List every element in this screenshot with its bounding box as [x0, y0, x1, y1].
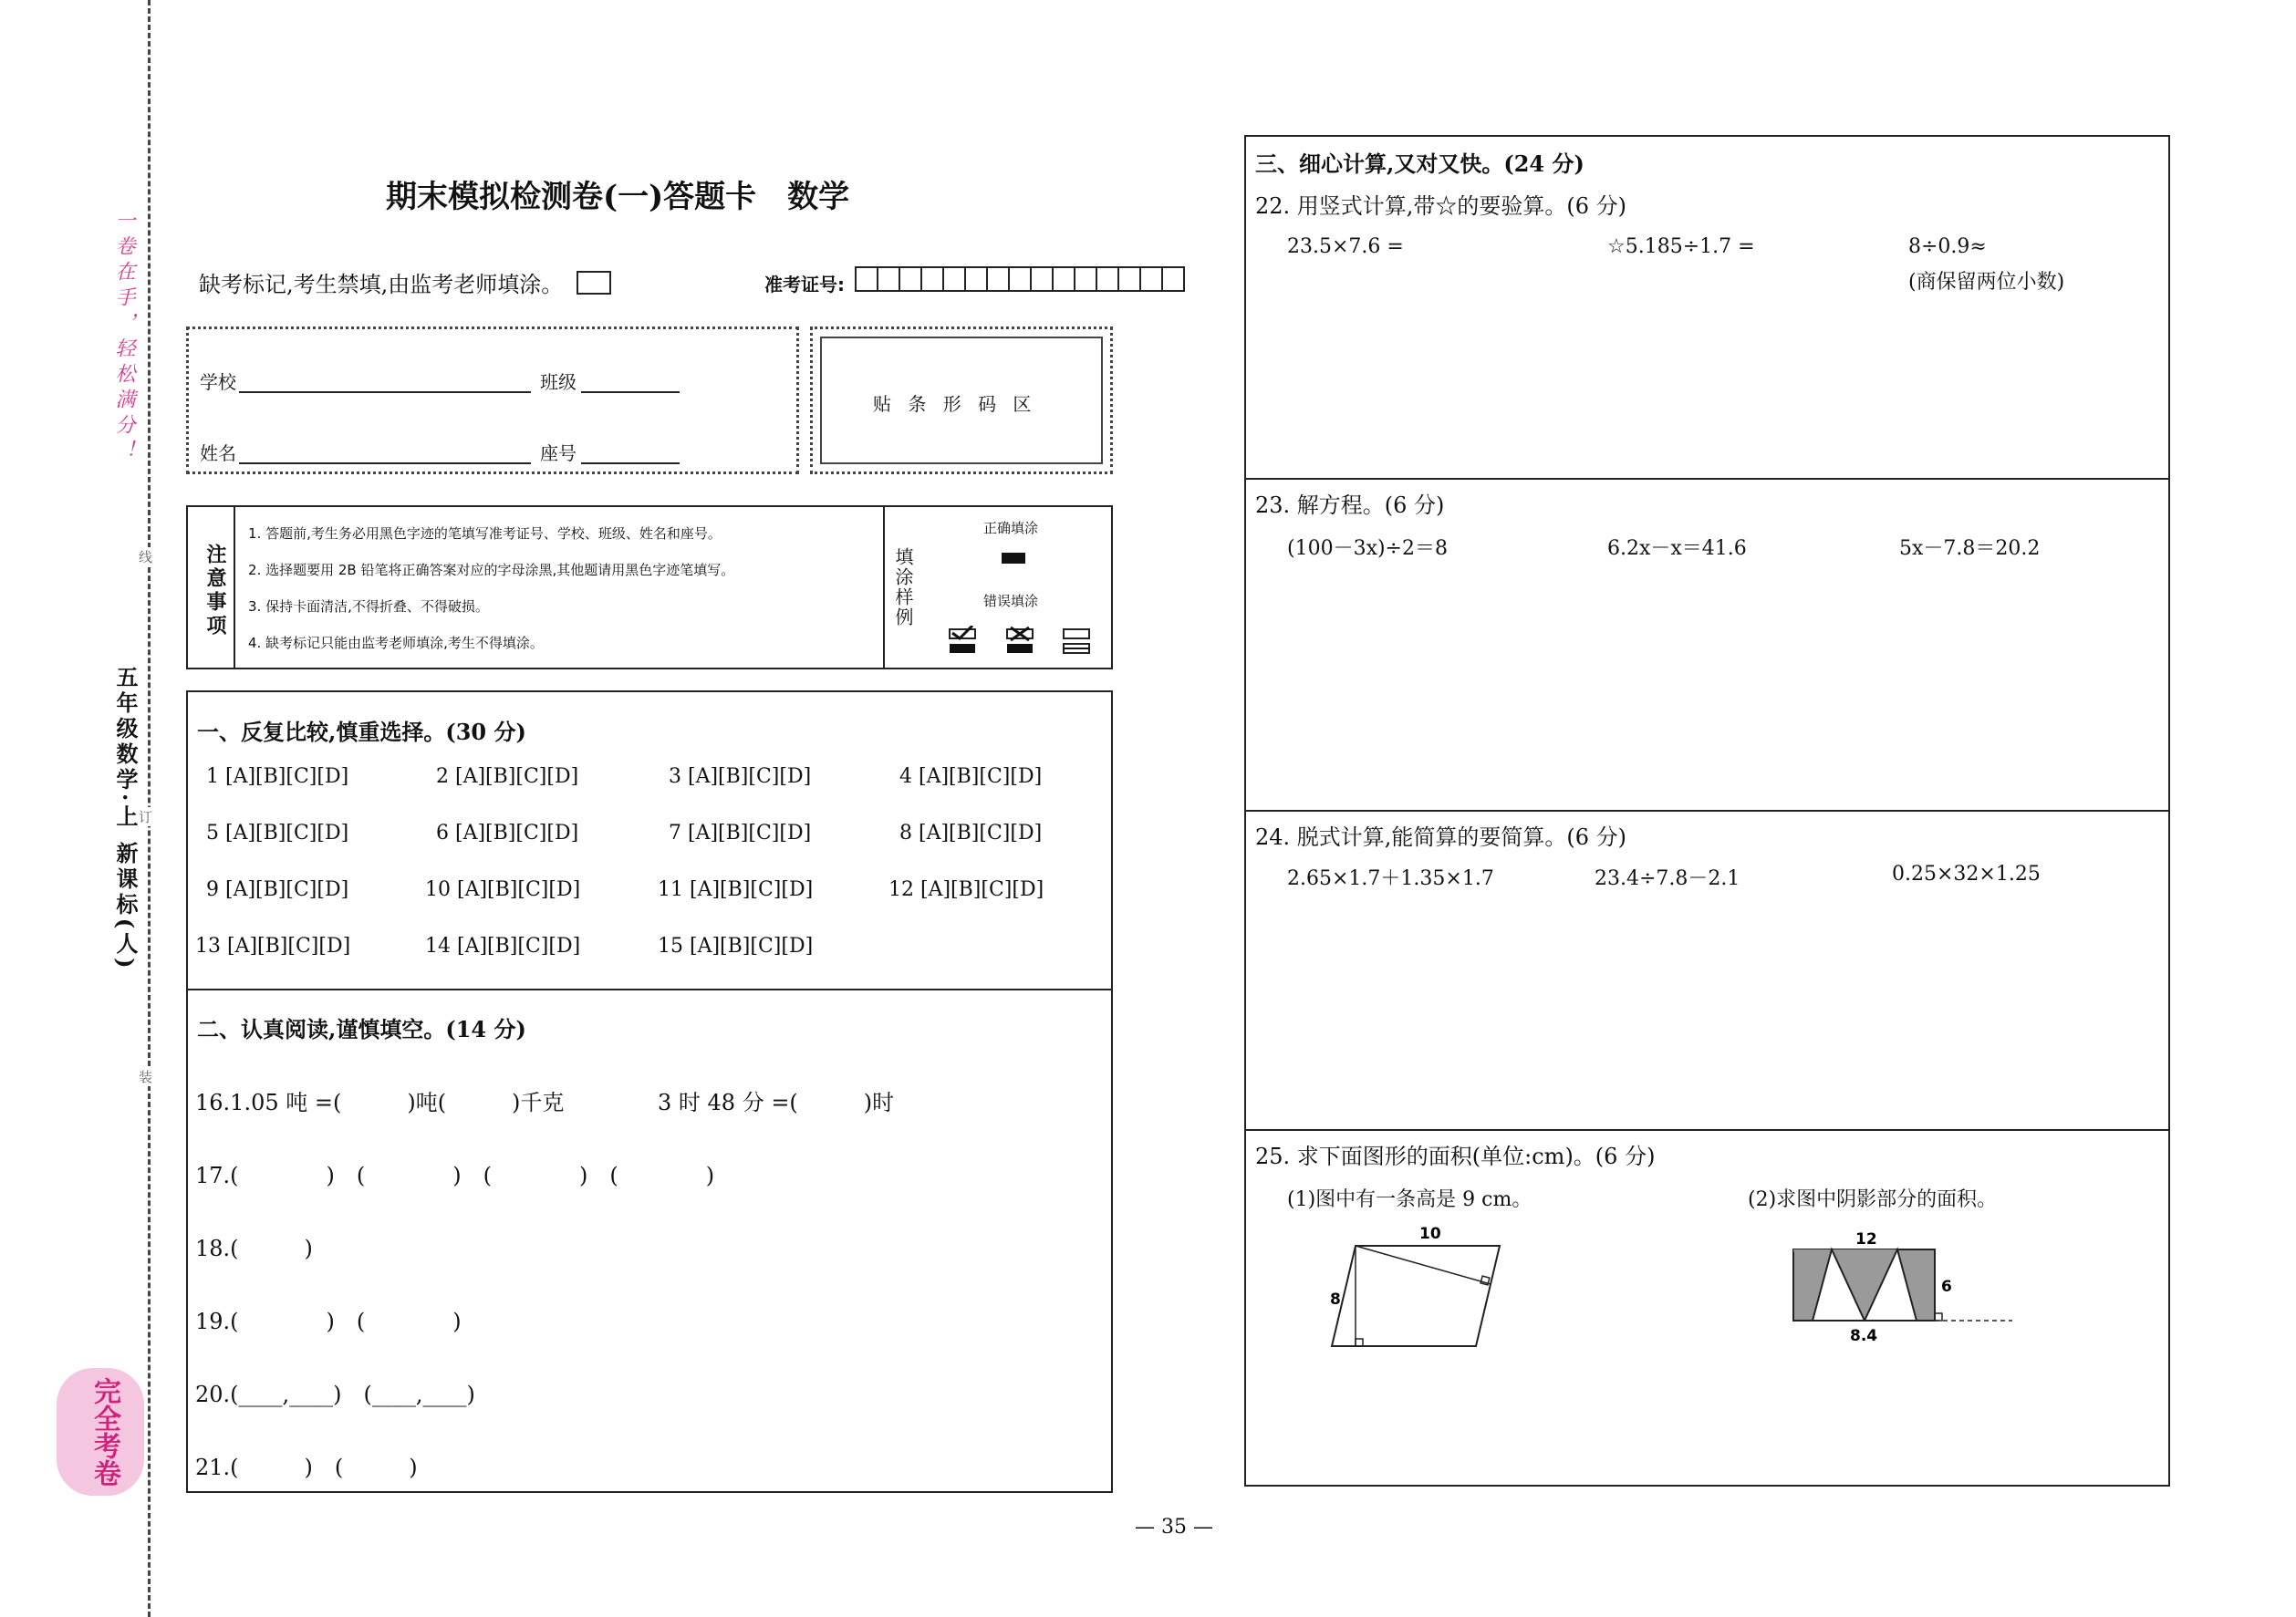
choice-13[interactable]: 13 [A][B][C][D]: [195, 935, 351, 958]
choice-grid: [188, 765, 1115, 1002]
choice-14[interactable]: 14 [A][B][C][D]: [425, 935, 581, 958]
name-label: 姓名: [200, 442, 236, 464]
shaded-triangles-figure: [1784, 1222, 2021, 1359]
class-label: 班级: [540, 371, 577, 393]
q16-part-a[interactable]: 16.1.05 吨 =( )吨( )千克: [195, 1090, 565, 1115]
absent-mark-box[interactable]: [577, 271, 611, 295]
q23-b: 6.2x－x＝41.6: [1607, 537, 1747, 560]
section1-heading: 一、反复比较,慎重选择。(30 分): [197, 719, 526, 745]
q22-b: ☆5.185÷1.7 =: [1607, 235, 1755, 258]
q25-part1: (1)图中有一条高是 9 cm。: [1287, 1188, 1532, 1211]
q25-part2: (2)求图中阴影部分的面积。: [1748, 1188, 1998, 1211]
name-field[interactable]: [239, 462, 531, 464]
choice-5[interactable]: 5 [A][B][C][D]: [206, 822, 349, 845]
q25-title: 25. 求下面图形的面积(单位:cm)。(6 分): [1255, 1144, 1656, 1169]
notes-box: [186, 505, 1113, 669]
book-title: 五年级数学·上 新课标(人): [112, 666, 139, 972]
note-4: 4. 缺考标记只能由监考老师填涂,考生不得填涂。: [248, 635, 544, 651]
choice-8[interactable]: 8 [A][B][C][D]: [899, 822, 1043, 845]
bind-mark-pack: 装: [139, 1069, 153, 1085]
note-1: 1. 答题前,考生务必用黑色字迹的笔填写准考证号、学校、班级、姓名和座号。: [248, 525, 722, 542]
school-field[interactable]: [239, 391, 531, 393]
choice-1[interactable]: 1 [A][B][C][D]: [206, 765, 349, 788]
choice-11[interactable]: 11 [A][B][C][D]: [658, 878, 814, 901]
fig1-top-label: 10: [1419, 1225, 1441, 1243]
q24-title: 24. 脱式计算,能简算的要简算。(6 分): [1255, 824, 1627, 850]
q24-a: 2.65×1.7＋1.35×1.7: [1287, 867, 1494, 890]
q17-answers[interactable]: 17.( ) ( ) ( ) ( ): [195, 1163, 715, 1188]
fig2-height-label: 6: [1941, 1278, 1952, 1296]
choice-15[interactable]: 15 [A][B][C][D]: [658, 935, 814, 958]
note-3: 3. 保持卡面清洁,不得折叠、不得破损。: [248, 598, 489, 615]
q23-c: 5x－7.8＝20.2: [1899, 537, 2041, 560]
brand-logo: [57, 1368, 144, 1496]
correct-fill-sample: [1002, 553, 1025, 564]
choice-4[interactable]: 4 [A][B][C][D]: [899, 765, 1043, 788]
q23-title: 23. 解方程。(6 分): [1255, 492, 1445, 518]
q20-answers[interactable]: 20.(____,____) (____,____): [195, 1382, 475, 1407]
choice-10[interactable]: 10 [A][B][C][D]: [425, 878, 581, 901]
q24-work-area[interactable]: [1246, 903, 2168, 1122]
right-answer-box: [1244, 135, 2170, 1487]
exam-no-label: 准考证号:: [764, 274, 845, 295]
q24-c: 0.25×32×1.25: [1892, 863, 2041, 886]
barcode-area: [810, 327, 1113, 474]
slogan: 一卷在手，轻松满分！: [112, 210, 135, 465]
wrong-fill-samples: [945, 626, 1100, 657]
exam-no-cells[interactable]: [855, 266, 1183, 292]
student-info-box: [186, 327, 799, 474]
q19-answers[interactable]: 19.( ) ( ): [195, 1309, 462, 1334]
brand-logo-text: 完全考卷: [88, 1377, 120, 1487]
left-answer-box: [186, 690, 1113, 1493]
q23-work-area[interactable]: [1246, 575, 2168, 803]
section2-heading: 二、认真阅读,谨慎填空。(14 分): [197, 1016, 526, 1042]
bind-mark-line: 线: [139, 549, 153, 565]
fig2-bottom-label: 8.4: [1850, 1327, 1878, 1345]
correct-fill-label: 正确填涂: [983, 520, 1039, 536]
q22-title: 22. 用竖式计算,带☆的要验算。(6 分): [1255, 193, 1627, 219]
note-2: 2. 选择题要用 2B 铅笔将正确答案对应的字母涂黑,其他题请用黑色字迹笔填写。: [248, 562, 735, 578]
section-divider: [188, 989, 1111, 990]
fig2-top-label: 12: [1855, 1230, 1877, 1249]
q22-work-area[interactable]: [1246, 301, 2168, 474]
section3-heading: 三、细心计算,又对又快。(24 分): [1255, 150, 1584, 177]
choice-3[interactable]: 3 [A][B][C][D]: [669, 765, 812, 788]
wrong-fill-label: 错误填涂: [983, 593, 1039, 609]
absent-note: 缺考标记,考生禁填,由监考老师填涂。: [199, 272, 564, 297]
fig1-side-label: 8: [1330, 1290, 1341, 1309]
page-title: 期末模拟检测卷(一)答题卡 数学: [386, 179, 850, 215]
q18-answer[interactable]: 18.( ): [195, 1236, 313, 1261]
barcode-label: 贴 条 形 码 区: [873, 393, 1037, 415]
choice-12[interactable]: 12 [A][B][C][D]: [888, 878, 1044, 901]
fill-sample-heading: 填涂样例: [892, 547, 914, 627]
q21-answers[interactable]: 21.( ) ( ): [195, 1455, 418, 1480]
class-field[interactable]: [581, 391, 680, 393]
q22-c: 8÷0.9≈: [1908, 235, 1987, 258]
seat-label: 座号: [540, 442, 577, 464]
q22-c-note: (商保留两位小数): [1908, 271, 2065, 294]
q23-a: (100－3x)÷2＝8: [1287, 537, 1448, 560]
choice-7[interactable]: 7 [A][B][C][D]: [669, 822, 812, 845]
seat-field[interactable]: [581, 462, 680, 464]
bind-mark-bind: 订: [139, 809, 153, 825]
q24-b: 23.4÷7.8－2.1: [1595, 867, 1740, 890]
notes-heading: 注意事项: [203, 544, 226, 638]
q16-part-b[interactable]: 3 时 48 分 =( )时: [658, 1090, 895, 1115]
choice-6[interactable]: 6 [A][B][C][D]: [436, 822, 579, 845]
q22-a: 23.5×7.6 =: [1287, 235, 1404, 258]
choice-9[interactable]: 9 [A][B][C][D]: [206, 878, 349, 901]
parallelogram-figure: [1319, 1222, 1538, 1359]
page-number: — 35 —: [1135, 1516, 1213, 1539]
choice-2[interactable]: 2 [A][B][C][D]: [436, 765, 579, 788]
school-label: 学校: [200, 371, 236, 393]
